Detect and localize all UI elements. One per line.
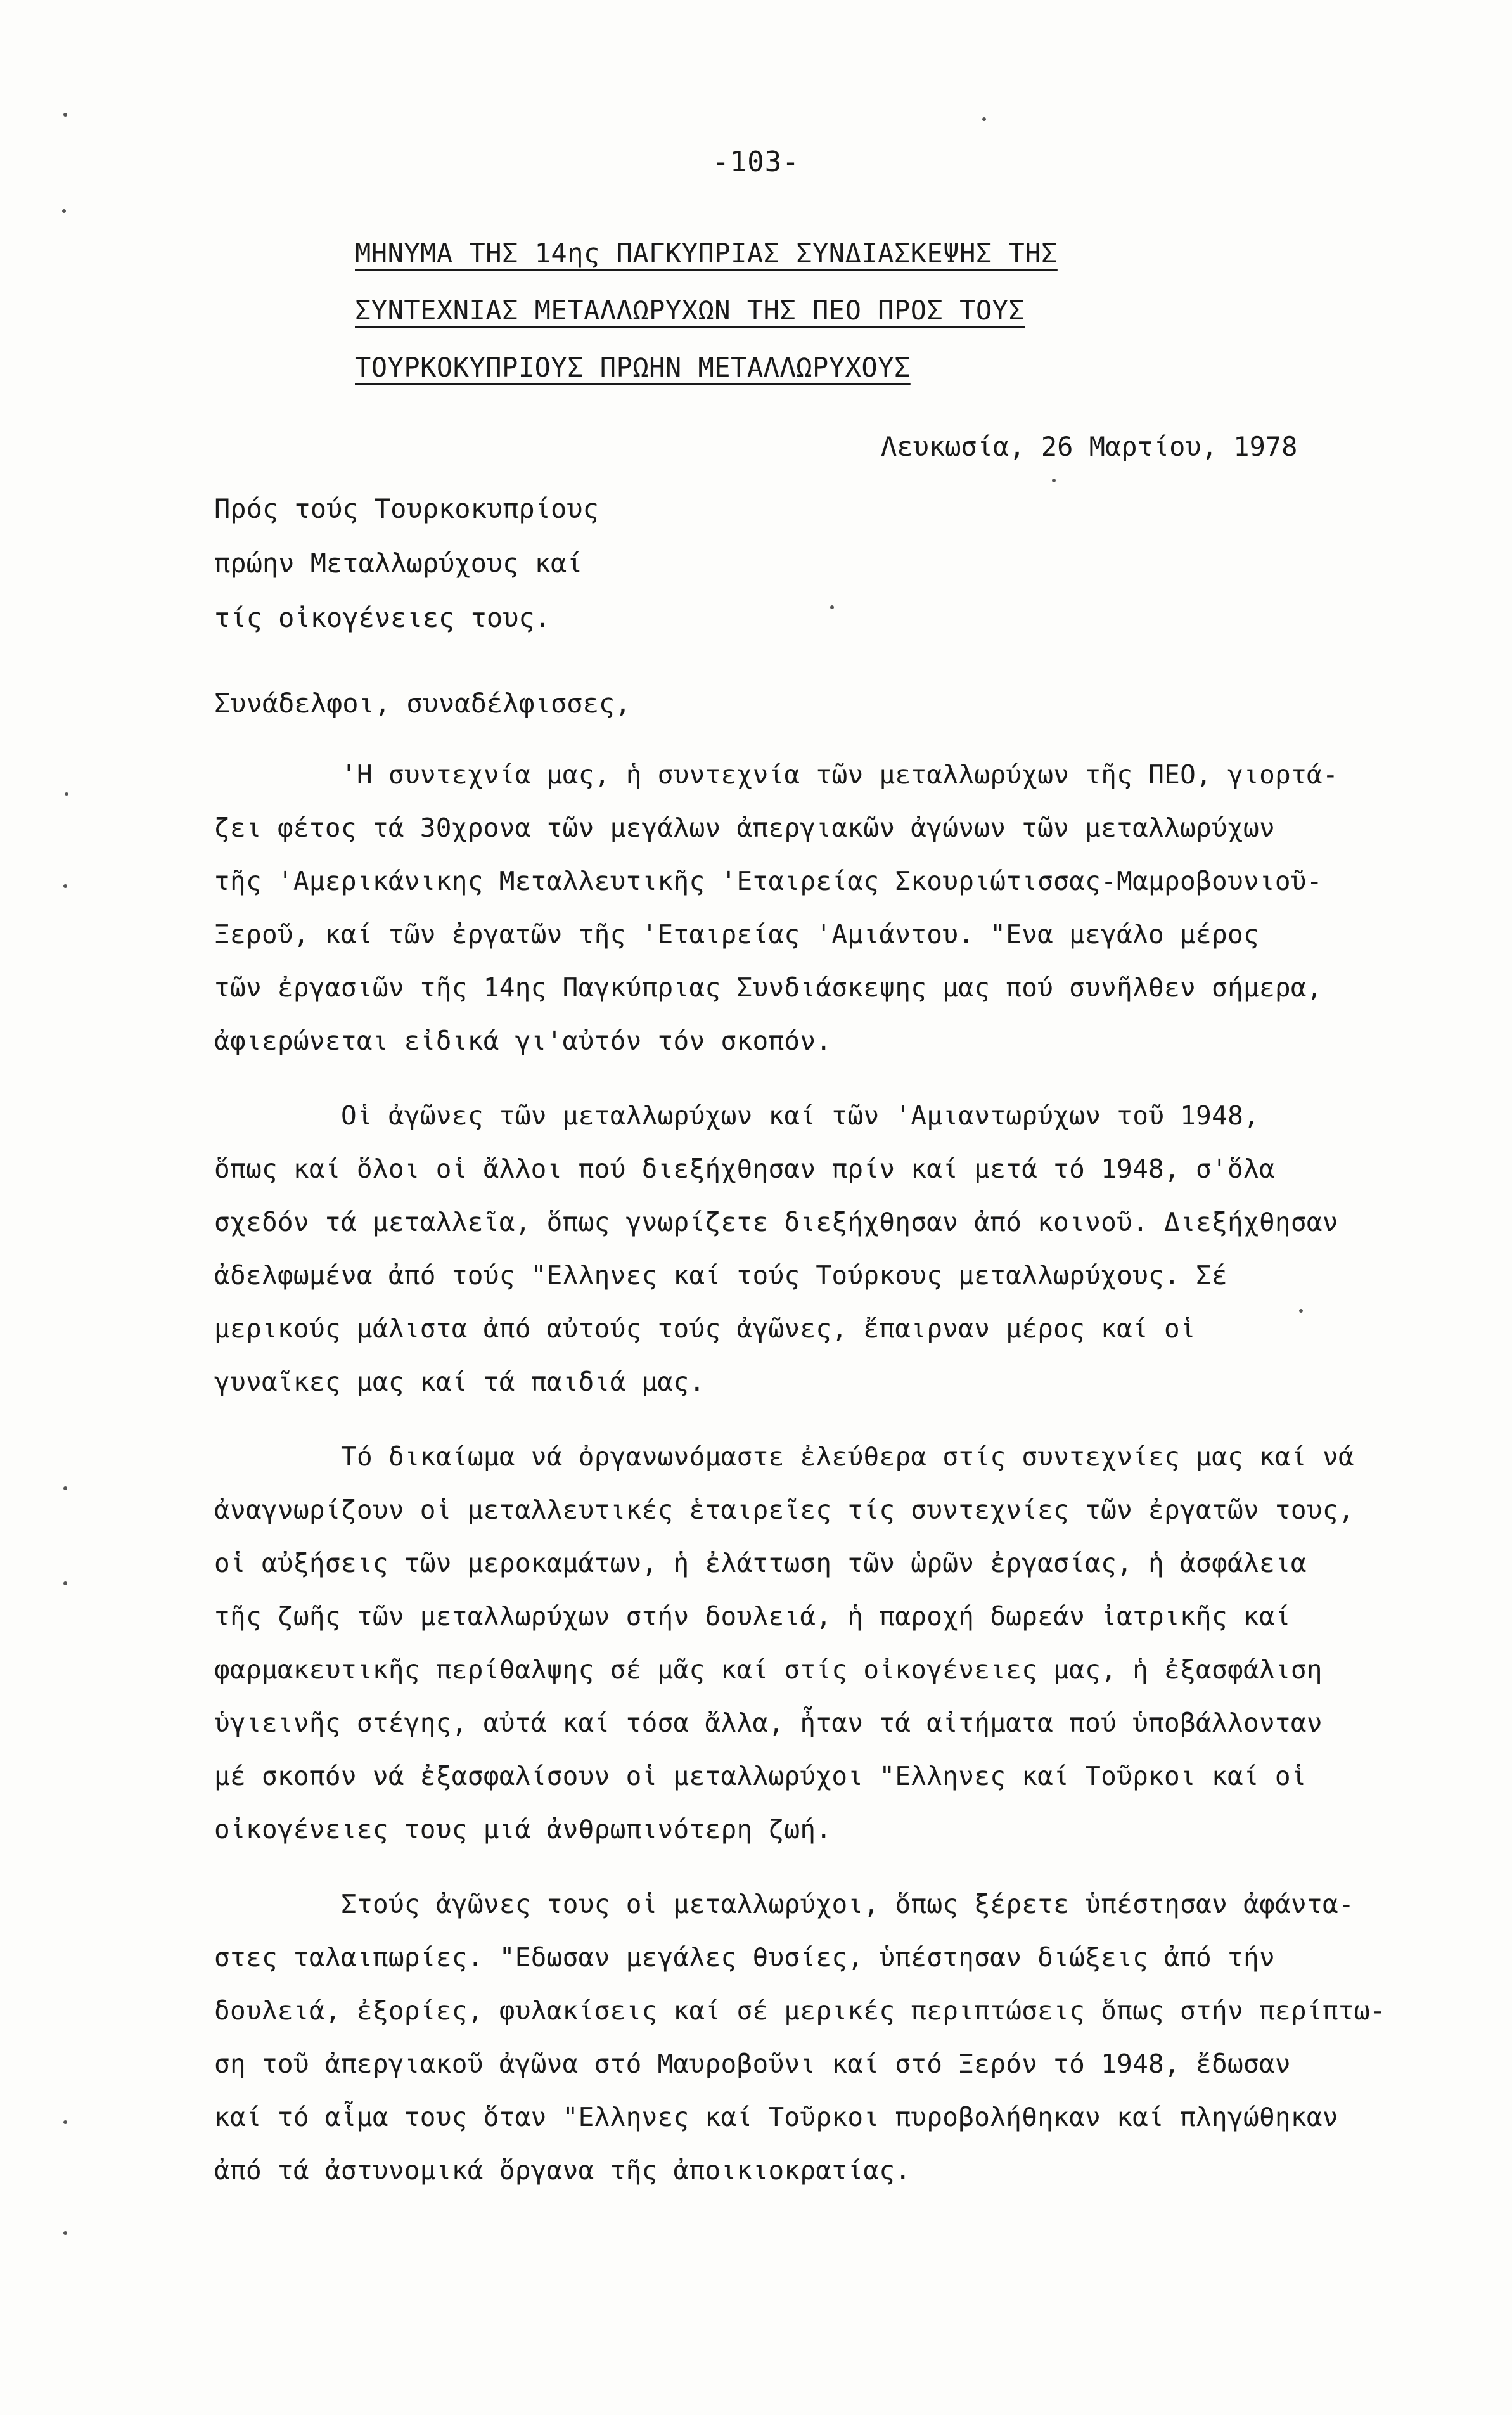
paragraph-gap xyxy=(214,1067,1355,1089)
scan-speck xyxy=(62,209,66,213)
paragraph xyxy=(214,1089,1355,1408)
heading-line: ΣΥΝΤΕΧΝΙΑΣ ΜΕΤΑΛΛΩΡΥΧΩΝ ΤΗΣ ΠΕΟ ΠΡΟΣ ΤΟΥΣ xyxy=(355,295,1025,326)
text-line: στες ταλαιπωρίες. "Εδωσαν μεγάλες θυσίες, ὑπέστησαν διώξεις ἀπό τήν xyxy=(214,1942,1275,1973)
scan-speck xyxy=(63,1486,67,1490)
text-line: ὑγιεινῆς στέγης, αὐτά καί τόσα ἄλλα, ἦταν τά αἰτήματα πού ὑποβάλλονταν xyxy=(214,1708,1323,1738)
scan-speck xyxy=(1052,479,1056,482)
text-line: σχεδόν τά μεταλλεῖα, ὅπως γνωρίζετε διεξήχθησαν ἀπό κοινοῦ. Διεξήχθησαν xyxy=(214,1207,1338,1237)
text-line: γυναῖκες μας καί τά παιδιά μας. xyxy=(214,1367,705,1397)
salutation: Συνάδελφοι, συναδέλφισσες, xyxy=(214,688,631,719)
document-heading xyxy=(355,225,1141,396)
text-line: ἀπό τά ἀστυνομικά ὄργανα τῆς ἀποικιοκρατίας. xyxy=(214,2155,911,2186)
text-line: μερικούς μάλιστα ἀπό αὐτούς τούς ἀγῶνες, ἔπαιρναν μέρος καί οἱ xyxy=(214,1313,1196,1344)
text-line: τῶν ἐργασιῶν τῆς 14ης Παγκύπριας Συνδιάσκεψης μας πού συνῆλθεν σήμερα, xyxy=(214,972,1323,1003)
scan-speck xyxy=(63,1581,67,1585)
text-line: φαρμακευτικῆς περίθαλψης σέ μᾶς καί στίς οἰκογένειες μας, ἡ ἐξασφάλιση xyxy=(214,1654,1323,1685)
address-line: Πρός τούς Τουρκοκυπρίους xyxy=(214,493,599,524)
scan-speck xyxy=(65,792,68,796)
text-line: ζει φέτος τά 30χρονα τῶν μεγάλων ἀπεργιακῶν ἀγώνων τῶν μεταλλωρύχων xyxy=(214,813,1275,843)
scan-speck xyxy=(63,2120,67,2124)
text-line: Οἱ ἀγῶνες τῶν μεταλλωρύχων καί τῶν 'Αμιαντωρύχων τοῦ 1948, xyxy=(341,1100,1260,1131)
paragraph xyxy=(214,748,1355,1067)
scan-speck xyxy=(982,117,986,121)
text-line: ἀναγνωρίζουν οἱ μεταλλευτικές ἑταιρεῖες τίς συντεχνίες τῶν ἐργατῶν τους, xyxy=(214,1495,1354,1525)
text-line: τῆς ζωῆς τῶν μεταλλωρύχων στήν δουλειά, ἡ παροχή δωρεάν ἰατρικῆς καί xyxy=(214,1601,1291,1632)
text-line: ἀφιερώνεται εἰδικά γι'αὐτόν τόν σκοπόν. xyxy=(214,1026,832,1056)
text-line: 'Η συντεχνία μας, ἡ συντεχνία τῶν μεταλλωρύχων τῆς ΠΕΟ, γιορτά- xyxy=(341,759,1338,790)
scan-speck xyxy=(63,2231,67,2235)
text-line: τῆς 'Αμερικάνικης Μεταλλευτικῆς 'Εταιρείας Σκουριώτισσας-Μαμροβουνιοῦ- xyxy=(214,866,1323,896)
paragraph-gap xyxy=(214,1408,1355,1430)
scan-speck xyxy=(1299,1309,1303,1313)
text-line: Στούς ἀγῶνες τους οἱ μεταλλωρύχοι, ὅπως ξέρετε ὑπέστησαν ἀφάντα- xyxy=(341,1889,1354,1919)
text-line: Τό δικαίωμα νά ὀργανωνόμαστε ἐλεύθερα στίς συντεχνίες μας καί νά xyxy=(341,1441,1354,1472)
paragraph xyxy=(214,1877,1386,2197)
scan-speck xyxy=(63,113,67,117)
text-line: οἰκογένειες τους μιά ἀνθρωπινότερη ζωή. xyxy=(214,1814,832,1845)
address-block xyxy=(214,482,599,645)
date-line: Λευκωσία, 26 Μαρτίου, 1978 xyxy=(881,431,1298,462)
text-line: καί τό αἷμα τους ὅταν "Ελληνες καί Τοῦρκοι πυροβολήθηκαν καί πληγώθηκαν xyxy=(214,2102,1338,2132)
text-line: ἀδελφωμένα ἀπό τούς "Ελληνες καί τούς Τούρκους μεταλλωρύχους. Σέ xyxy=(214,1260,1227,1291)
text-line: μέ σκοπόν νά ἐξασφαλίσουν οἱ μεταλλωρύχοι "Ελληνες καί Τοῦρκοι καί οἱ xyxy=(214,1761,1307,1791)
heading-line: ΤΟΥΡΚΟΚΥΠΡΙΟΥΣ ΠΡΩΗΝ ΜΕΤΑΛΛΩΡΥΧΟΥΣ xyxy=(355,352,911,383)
page-number: -103- xyxy=(712,146,800,178)
paragraph xyxy=(214,1430,1355,1856)
text-line: Ξεροῦ, καί τῶν ἐργατῶν τῆς 'Εταιρείας 'Αμιάντου. "Ενα μεγάλο μέρος xyxy=(214,919,1259,950)
heading-line: ΜΗΝΥΜΑ ΤΗΣ 14ης ΠΑΓΚΥΠΡΙΑΣ ΣΥΝΔΙΑΣΚΕΨΗΣ ΤΗΣ xyxy=(355,238,1058,269)
address-line: τίς οἰκογένειες τους. xyxy=(214,602,551,633)
text-line: δουλειά, ἐξορίες, φυλακίσεις καί σέ μερικές περιπτώσεις ὅπως στήν περίπτω- xyxy=(214,1995,1386,2026)
scan-speck xyxy=(830,605,834,609)
paragraph-gap xyxy=(214,1856,1355,1877)
text-line: ὅπως καί ὅλοι οἱ ἄλλοι πού διεξήχθησαν πρίν καί μετά τό 1948, σ'ὅλα xyxy=(214,1154,1275,1184)
text-line: ση τοῦ ἀπεργιακοῦ ἀγῶνα στό Μαυροβοῦνι καί στό Ξερόν τό 1948, ἔδωσαν xyxy=(214,2049,1291,2079)
letter-body xyxy=(214,748,1386,2197)
scan-speck xyxy=(63,884,67,888)
address-line: πρώην Μεταλλωρύχους καί xyxy=(214,548,583,579)
text-line: οἱ αὐξήσεις τῶν μεροκαμάτων, ἡ ἐλάττωση τῶν ὡρῶν ἐργασίας, ἡ ἀσφάλεια xyxy=(214,1548,1307,1578)
